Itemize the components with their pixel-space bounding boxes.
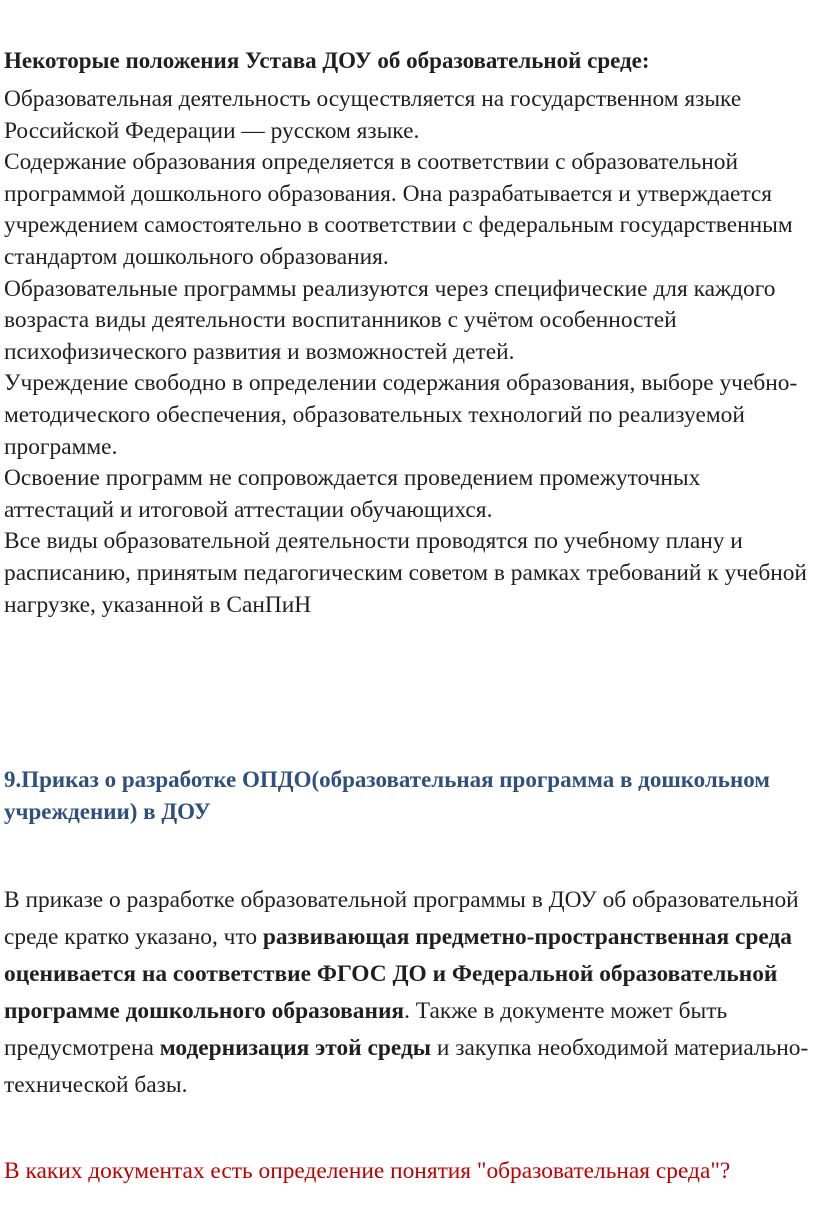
order-text-bold2: модернизация этой среды <box>159 1035 432 1061</box>
order-text-part2: . Также в документе может быть предусмотрена <box>4 998 728 1061</box>
order-text <box>4 882 812 1104</box>
paragraph-programs: Образовательные программы реализуются через специфические для каждого возраста виды деятельности воспитанников с учётом особенностей психофизического развития и возможностей детей. <box>4 275 776 365</box>
section-heading-order: 9.Приказ о разработке ОПДО(образовательная программа в дошкольном учреждении) в ДОУ <box>4 767 770 824</box>
section-heading-charter: Некоторые положения Устава ДОУ об образовательной среде: <box>4 48 650 73</box>
charter-provisions <box>4 84 812 621</box>
paragraph-content: Содержание образования определяется в соответствии с образовательной программой дошкольного образования. Она разрабатывается и утверждается учреждением самостоятельно в соответствии с федеральным государственным стандартом дошкольного образования. <box>4 149 793 270</box>
paragraph-language: Образовательная деятельность осуществляется на государственном языке Российской Федерации — русском языке. <box>4 86 742 144</box>
paragraph-schedule: Все виды образовательной деятельности проводятся по учебному плану и расписанию, принятым педагогическим советом в рамках требований к учебной нагрузке, указанной в СанПиН <box>4 528 807 618</box>
order-text-part3: и закупка необходимой материально-технической базы. <box>4 1035 809 1098</box>
paragraph-attestation: Освоение программ не сопровождается проведением промежуточных аттестаций и итоговой аттестации обучающихся. <box>4 465 701 523</box>
order-paragraph <box>4 882 812 1104</box>
order-text-part1: В приказе о разработке образовательной программы в ДОУ об образовательной среде кратко указано, что <box>4 887 799 950</box>
question-heading: В каких документах есть определение понятия "образовательная среда"? <box>4 1158 731 1184</box>
order-text-bold1: развивающая предметно-пространственная среда оценивается на соответствие ФГОС ДО и Федеральной образовательной программе дошкольного образования <box>4 924 792 1024</box>
paragraph-freedom: Учреждение свободно в определении содержания образования, выборе учебно-методического обеспечения, образовательных технологий по реализуемой программе. <box>4 370 798 460</box>
